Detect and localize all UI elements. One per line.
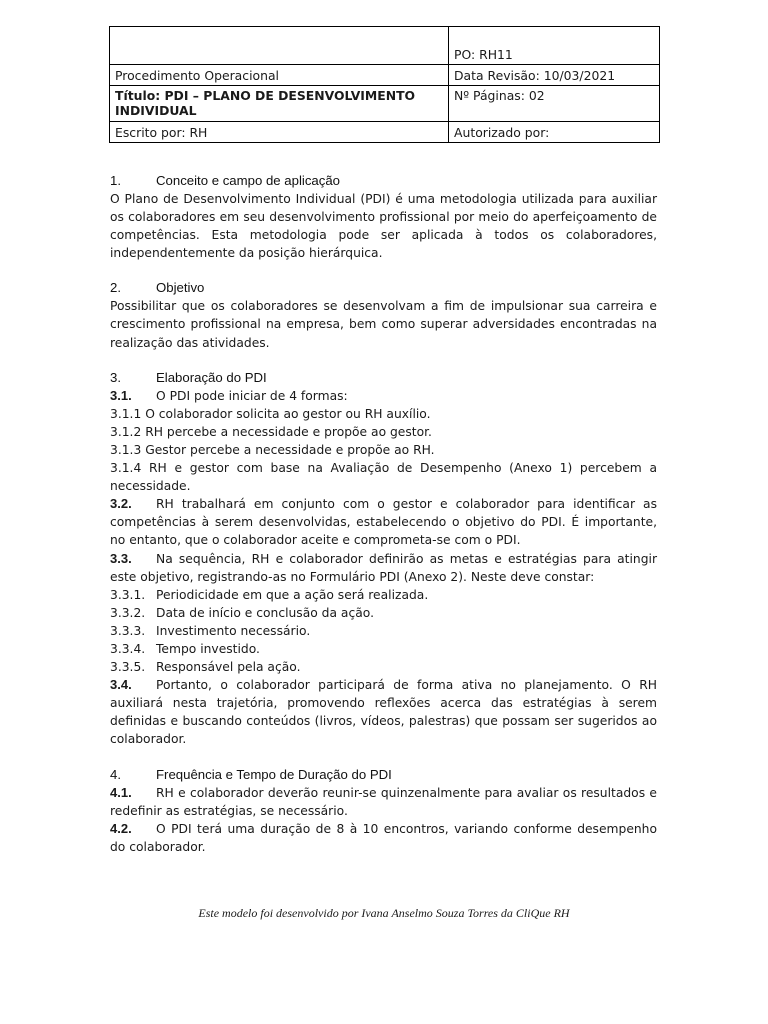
subsection-paragraph [110,820,657,856]
section-number: 2. [110,280,121,296]
header-table [109,26,660,143]
header-row [110,122,660,143]
list-item-number: 3.3.3. [110,623,146,638]
subsection-text: Portanto, o colaborador participará de forma ativa no planejamento. O RH auxiliará nesta trajetória, promovendo reflexões acerca das estratégias à serem definidas e buscando conteúdos (livros, vídeos, palestras) que possam ser sugeridos ao colaborador. [110,678,657,747]
list-item-number: 3.3.2. [110,605,146,620]
list-item: 3.1.2 RH percebe a necessidade e propõe ao gestor. [110,424,432,439]
header-cell-pages: Nº Páginas: 02 [449,86,660,122]
section-title: Objetivo [156,280,205,296]
subsection-number: 4.1. [110,784,132,800]
list-item [110,604,657,622]
header-cell-title: Título: PDI – PLANO DE DESENVOLVIMENTO INDIVIDUAL [110,86,449,122]
list-item [110,622,657,640]
subsection-text: Na sequência, RH e colaborador definirão as metas e estratégias para atingir este objetivo, registrando-as no Formulário PDI (Anexo 2). Neste deve constar: [110,551,657,584]
section-heading [110,279,657,297]
subsection-paragraph [110,550,657,586]
subsection-paragraph [110,495,657,549]
header-cell-revision-date: Data Revisão: 10/03/2021 [449,65,660,86]
section-heading [110,172,657,190]
section-heading [110,766,657,784]
subsection-text: RH trabalhará em conjunto com o gestor e colaborador para identificar as competências à serem desenvolvidas, estabelecendo o objetivo do PDI. É importante, no entanto, que o colaborador aceite e comprometa-se com o PDI. [110,497,657,548]
list-item-text: Data de início e conclusão da ação. [156,605,374,620]
header-row [110,27,660,65]
list-item [110,658,657,676]
section-number: 4. [110,766,121,782]
section-paragraph: Possibilitar que os colaboradores se desenvolvam a fim de impulsionar sua carreira e crescimento profissional na empresa, bem como superar adversidades encontradas na realização das atividades. [110,299,657,350]
subsection-paragraph [110,387,657,405]
section-paragraph: O Plano de Desenvolvimento Individual (PDI) é uma metodologia utilizada para auxiliar os colaboradores em seu desenvolvimento profissional por meio do aperfeiçoamento de competências. Esta metodologia pode ser aplicada à todos os colaboradores, independentemente da posição hierárquica. [110,192,657,261]
section-title: Conceito e campo de aplicação [156,173,341,188]
list-item [110,640,657,658]
subsection-text: RH e colaborador deverão reunir-se quinzenalmente para avaliar os resultados e redefinir as estratégias, se necessário. [110,785,657,818]
section-number: 3. [110,369,121,385]
subsection-paragraph [110,784,657,820]
subsection-number: 3.3. [110,550,132,566]
subsection-number: 3.2. [110,496,132,512]
list-item-number: 3.3.5. [110,660,146,675]
header-cell-blank [110,27,449,65]
subsection-number: 3.1. [110,387,132,403]
list-item: 3.1.1 O colaborador solicita ao gestor ou RH auxílio. [110,406,431,421]
list-item-number: 3.3.4. [110,641,146,656]
section-title: Frequência e Tempo de Duração do PDI [156,766,392,782]
list-item: 3.1.4 RH e gestor com base na Avaliação de Desempenho (Anexo 1) percebem a necessidade. [110,461,657,494]
subsection-text: O PDI pode iniciar de 4 formas: [156,388,348,403]
footer-credit: Este modelo foi desenvolvido por Ivana Anselmo Souza Torres da CliQue RH [198,906,570,920]
subsection-paragraph [110,676,657,748]
list-item-text: Tempo investido. [156,641,260,656]
subsection-number: 3.4. [110,677,132,693]
header-cell-code: PO: RH11 [449,27,660,65]
section-number: 1. [110,173,121,188]
section-title: Elaboração do PDI [156,369,267,385]
list-item: 3.1.3 Gestor percebe a necessidade e propõe ao RH. [110,442,435,457]
list-item-text: Periodicidade em que a ação será realizada. [156,587,429,602]
header-row [110,86,660,122]
list-item-text: Investimento necessário. [156,623,311,638]
header-cell-procedure: Procedimento Operacional [110,65,449,86]
subsection-number: 4.2. [110,820,132,836]
list-item-number: 3.3.1. [110,587,146,602]
header-cell-author: Escrito por: RH [110,122,449,143]
list-item-text: Responsável pela ação. [156,660,301,675]
list-item [110,586,657,604]
header-cell-authorized: Autorizado por: [449,122,660,143]
section-heading [110,369,657,387]
subsection-text: O PDI terá uma duração de 8 à 10 encontros, variando conforme desempenho do colaborador. [110,821,657,854]
header-row [110,65,660,86]
document-body [110,172,657,856]
